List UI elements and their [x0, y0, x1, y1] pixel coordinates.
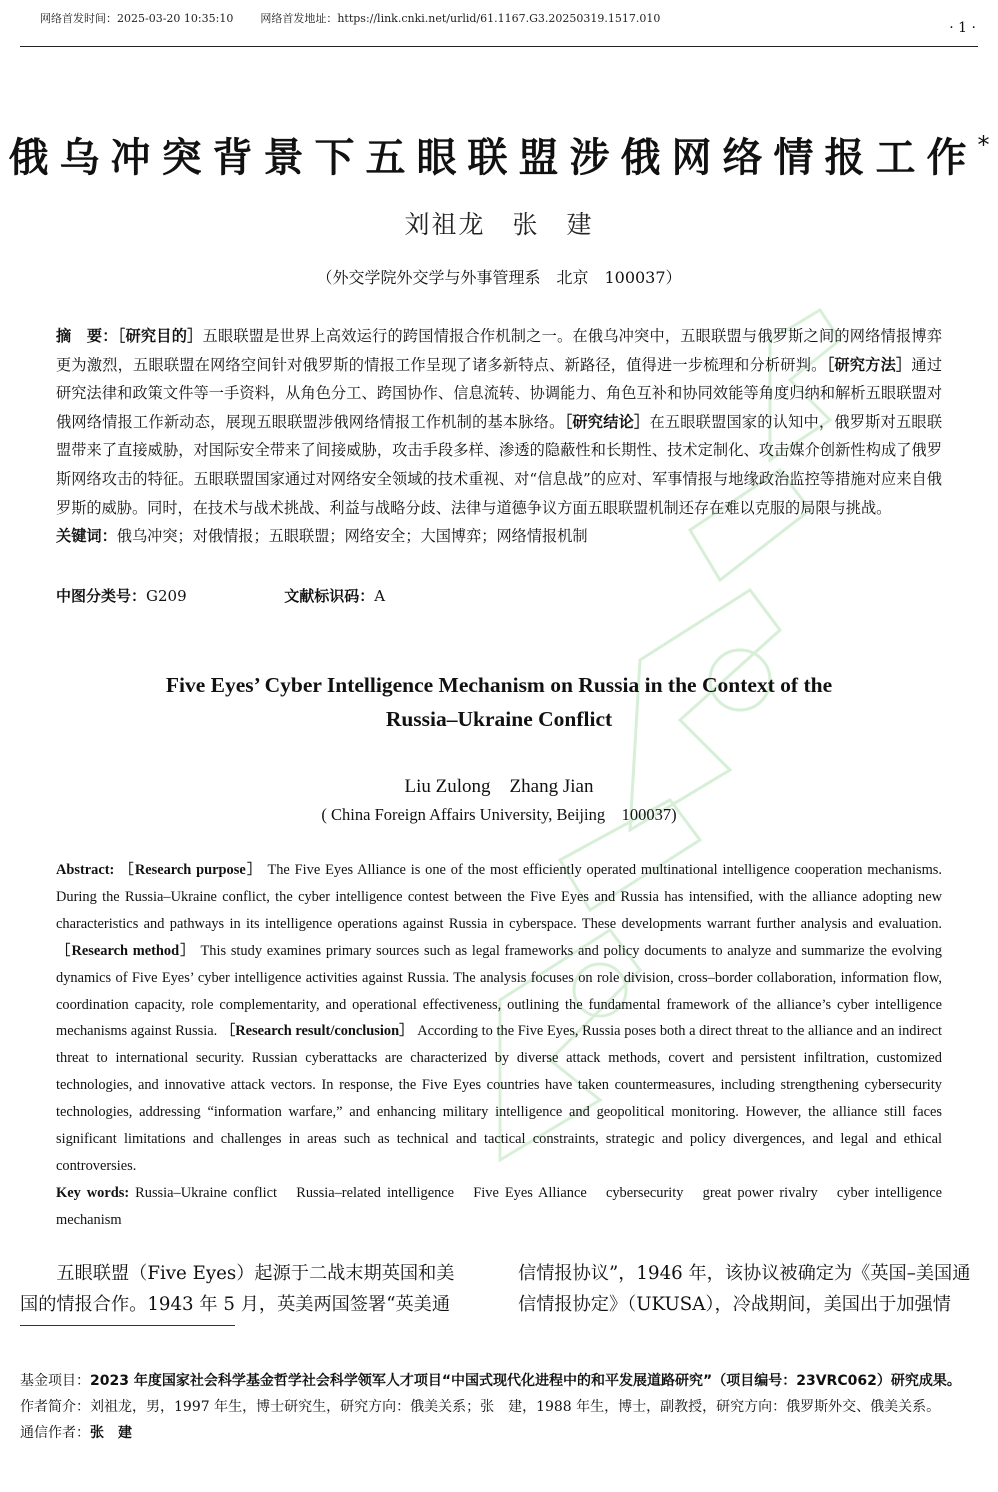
- abstract-cn: [56, 322, 942, 551]
- classification-line: [56, 585, 385, 606]
- doccode-label: 文献标识码：: [284, 587, 375, 605]
- online-time: 网络首发时间：2025-03-20 10:35:10: [40, 12, 234, 25]
- body-line: 国的情报合作。1943 年 5 月，英美两国签署“英美通: [20, 1294, 451, 1315]
- corresponding-note: [20, 1420, 978, 1446]
- method-label-cn: ［研究方法］: [826, 355, 912, 374]
- authors-cn: 刘祖龙 张 建: [404, 210, 594, 239]
- abstract-cn-label: 摘 要：: [56, 327, 118, 345]
- clc-value: G209: [146, 587, 187, 605]
- fund-note: [20, 1368, 978, 1394]
- corr-label: 通信作者：: [20, 1425, 90, 1441]
- abstract-en: [56, 857, 942, 1234]
- page-title: [0, 126, 998, 183]
- header-meta: [40, 10, 660, 26]
- conclusion-label-cn: ［研究结论］: [564, 412, 650, 431]
- clc-label: 中图分类号：: [56, 587, 147, 605]
- corr-text: 张 建: [90, 1425, 132, 1441]
- title-en: [0, 668, 998, 736]
- body-line: 信情报协定》（UKUSA），冷战期间，美国出于加强情: [518, 1294, 951, 1315]
- conclusion-text-cn: 在五眼联盟国家的认知中，俄罗斯对五眼联盟带来了直接威胁，对国际安全带来了间接威胁，攻击手段多样、渗透的隐蔽性和长期性、技术定制化、攻击媒介创新性构成了俄罗斯网络攻击的特征。五眼联盟国家通过对网络安全领域的技术重视、对“信息战”的应对、军事情报与地缘政治监控等措施对应来自俄罗斯的威胁。同时，在技术与战术挑战、利益与战略分歧、法律与道德争议方面五眼联盟机制还存在难以克服的局限与挑战。: [56, 412, 943, 517]
- method-label-en: ［Research method］: [56, 942, 196, 959]
- authors-en: Liu Zulong Zhang Jian: [404, 776, 594, 797]
- doccode-value: A: [374, 587, 386, 605]
- header-rule: [20, 46, 978, 47]
- author-note: [20, 1394, 978, 1420]
- author-note-label: 作者简介：: [20, 1399, 90, 1415]
- affiliation-cn: （外交学院外交学与外事管理系 北京 100037）: [316, 268, 682, 287]
- abstract-en-label: Abstract:: [56, 862, 115, 878]
- purpose-text-cn: 五眼联盟是世界上高效运行的跨国情报合作机制之一。在俄乌冲突中，五眼联盟与俄罗斯之间的网络情报博弈更为激烈，五眼联盟在网络空间针对俄罗斯的情报工作呈现了诸多新特点、新路径，值得进一步梳理和分析研判。: [56, 327, 943, 374]
- fund-text: 2023 年度国家社会科学基金哲学社会科学领军人才项目“中国式现代化进程中的和平发展道路研究”（项目编号：23VRC062）研究成果。: [90, 1373, 961, 1389]
- body-column-right: [518, 1258, 980, 1320]
- page-number: · 1 ·: [949, 20, 976, 36]
- keywords-cn: 俄乌冲突；对俄情报；五眼联盟；网络安全；大国博弈；网络情报机制: [116, 527, 588, 546]
- keywords-label-cn: 关键词：: [56, 527, 117, 546]
- body-column-left: [20, 1258, 482, 1320]
- fund-label: 基金项目：: [20, 1373, 90, 1389]
- method-text-en: This study examines primary sources such as legal frameworks and policy documents to analyze and summarize the evolving dynamics of Five Eyes’ cyber intelligence activities against Russia. The analysis focuses on role division, cross–border collaboration, information flow, coordination capacity, role complementarity, and operational effectiveness, outlining the fundamental framework of the alliance’s cyber intelligence mechanisms against Russia.: [56, 942, 942, 1040]
- affiliation-en: ( China Foreign Affairs University, Beijing 100037): [321, 805, 677, 824]
- body-line: 信情报协议”，1946 年，该协议被确定为《英国–美国通: [518, 1263, 971, 1284]
- method-text-cn: 通过研究法律和政策文件等一手资料，从角色分工、跨国协作、信息流转、协调能力、角色互补和协同效能等角度归纳和解析五眼联盟对俄网络情报工作新动态，展现五眼联盟涉俄网络情报工作机制的基本脉络。: [56, 355, 943, 431]
- body-line: 五眼联盟（Five Eyes）起源于二战末期英国和美: [56, 1263, 455, 1284]
- online-url[interactable]: 网络首发地址：https://link.cnki.net/urlid/61.1167.G3.20250319.1517.010: [260, 12, 661, 25]
- purpose-label-en: ［Research purpose］: [119, 862, 263, 878]
- keywords-en: Russia–Ukraine conflict Russia–related intelligence Five Eyes Alliance cybersecurity great power rivalry cyber intelligence mechanism: [56, 1184, 943, 1228]
- result-label-en: ［Research result/conclusion］: [220, 1023, 414, 1040]
- footnotes: [20, 1368, 978, 1446]
- purpose-label-cn: ［研究目的］: [117, 327, 203, 345]
- footnote-rule: [20, 1325, 235, 1326]
- title-footnote-mark: *: [977, 131, 990, 159]
- author-note-text: 刘祖龙，男，1997 年生，博士研究生，研究方向：俄美关系；张 建，1988 年生，博士，副教授，研究方向：俄罗斯外交、俄美关系。: [90, 1399, 941, 1415]
- title-en-line2: Russia–Ukraine Conflict: [385, 707, 613, 731]
- purpose-text-en: The Five Eyes Alliance is one of the most efficiently operated multinational intelligence cooperation mechanisms. During the Russia–Ukraine conflict, the cyber intelligence contest between the Five Eyes and Russia has intensified, with the alliance adopting new characteristics and pathways in its intelligence operations against Russia in cyberspace. These developments warrant further analysis and evaluation.: [56, 862, 942, 932]
- keywords-label-en: Key words:: [56, 1184, 130, 1201]
- title-cn: 俄乌冲突背景下五眼联盟涉俄网络情报工作: [8, 135, 978, 181]
- result-text-en: According to the Five Eyes, Russia poses both a direct threat to the alliance and an indirect threat to international security. Russian cyberattacks are characterized by diverse attack methods, covert and persistent infiltration, customized technologies, and innovative attack vectors. In response, the Five Eyes countries have taken countermeasures, including strengthening cybersecurity technologies, addressing “information warfare,” and enhancing military intelligence and geopolitical monitoring. However, the alliance still faces significant limitations and challenges in areas such as technical and tactical constraints, strategic and policy divergences, and legal and ethical controversies.: [56, 1023, 943, 1174]
- title-en-line1: Five Eyes’ Cyber Intelligence Mechanism on Russia in the Context of the: [165, 673, 833, 697]
